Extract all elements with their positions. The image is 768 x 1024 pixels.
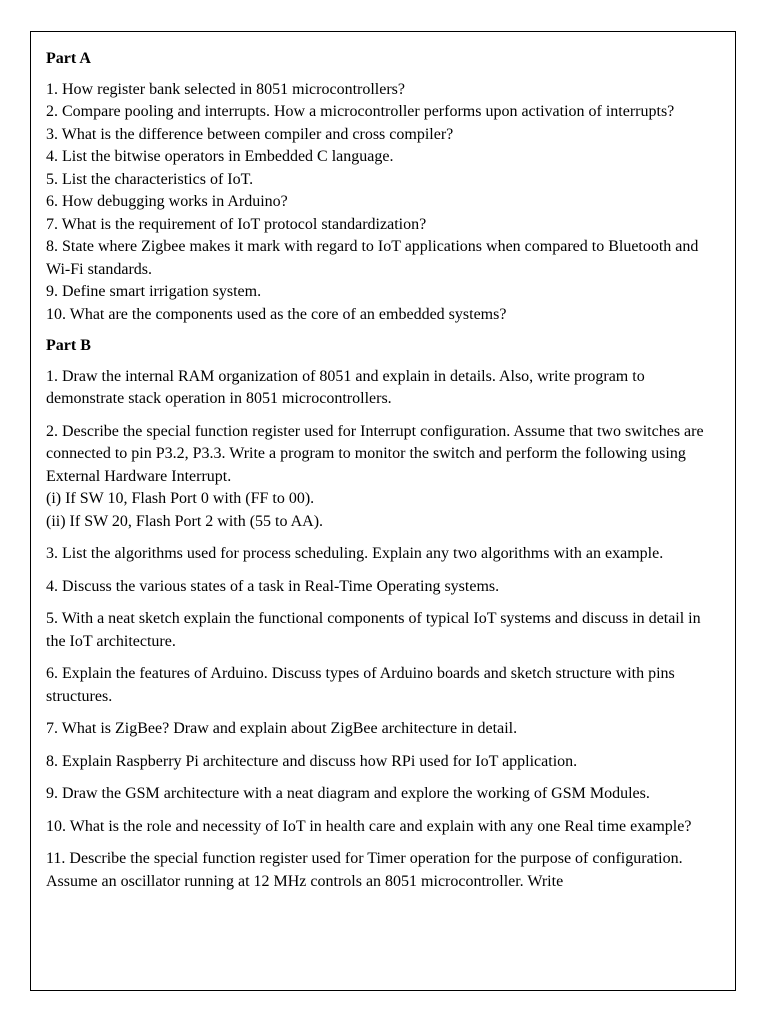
part-b-question-9: 9. Draw the GSM architecture with a neat diagram and explore the working of GSM Modules. [46, 785, 650, 802]
part-b-question-2-sub-ii: (ii) If SW 20, Flash Port 2 with (55 to AA). [46, 512, 324, 530]
part-a-question-3: 3. What is the difference between compiler and cross compiler? [46, 125, 454, 143]
part-b-question-2-block [46, 421, 722, 534]
part-b-heading: Part B [46, 337, 91, 354]
part-b-question-4: 4. Discuss the various states of a task in Real-Time Operating systems. [46, 577, 500, 595]
part-b-question-3: 3. List the algorithms used for process scheduling. Explain any two algorithms with an example. [46, 545, 664, 562]
document-content [46, 48, 722, 903]
part-a-question-8: 8. State where Zigbee makes it mark with regard to IoT applications when compared to Bluetooth and Wi-Fi standards. [46, 238, 699, 278]
part-b-question-2-sub-i: (i) If SW 10, Flash Port 0 with (FF to 00). [46, 490, 315, 507]
part-b-question-8: 8. Explain Raspberry Pi architecture and discuss how RPi used for IoT application. [46, 752, 578, 770]
part-b-question-1: 1. Draw the internal RAM organization of 8051 and explain in details. Also, write program to demonstrate stack operation in 8051 microcontrollers. [46, 367, 645, 407]
part-a-question-10: 10. What are the components used as the core of an embedded systems? [46, 305, 507, 323]
part-a-question-7: 7. What is the requirement of IoT protocol standardization? [46, 215, 427, 233]
part-b-question-11: 11. Describe the special function register used for Timer operation for the purpose of configuration. Assume an oscillator running at 12 MHz controls an 8051 microcontroller. Write [46, 850, 683, 890]
part-a-question-2: 2. Compare pooling and interrupts. How a microcontroller performs upon activation of interrupts? [46, 103, 675, 120]
part-b-question-2: 2. Describe the special function register used for Interrupt configuration. Assume that two switches are connected to pin P3.2, P3.3. Write a program to monitor the switch and perform the following using External Hardware Interrupt. [46, 422, 704, 485]
part-b-question-6: 6. Explain the features of Arduino. Discuss types of Arduino boards and sketch structure with pins structures. [46, 665, 675, 705]
part-a-question-9: 9. Define smart irrigation system. [46, 283, 262, 300]
part-a-heading: Part A [46, 50, 91, 67]
part-b-question-10: 10. What is the role and necessity of IoT in health care and explain with any one Real time example? [46, 817, 692, 835]
part-b-question-5: 5. With a neat sketch explain the functional components of typical IoT systems and discuss in detail in the IoT architecture. [46, 610, 701, 650]
part-a-question-4: 4. List the bitwise operators in Embedded C language. [46, 148, 394, 165]
part-b-question-7: 7. What is ZigBee? Draw and explain about ZigBee architecture in detail. [46, 720, 518, 737]
document-page [30, 31, 736, 991]
part-a-question-5: 5. List the characteristics of IoT. [46, 170, 254, 188]
part-b-question-list [46, 366, 722, 894]
part-a-question-6: 6. How debugging works in Arduino? [46, 193, 288, 210]
part-a-question-list [46, 79, 722, 327]
part-a-question-1: 1. How register bank selected in 8051 microcontrollers? [46, 80, 405, 98]
